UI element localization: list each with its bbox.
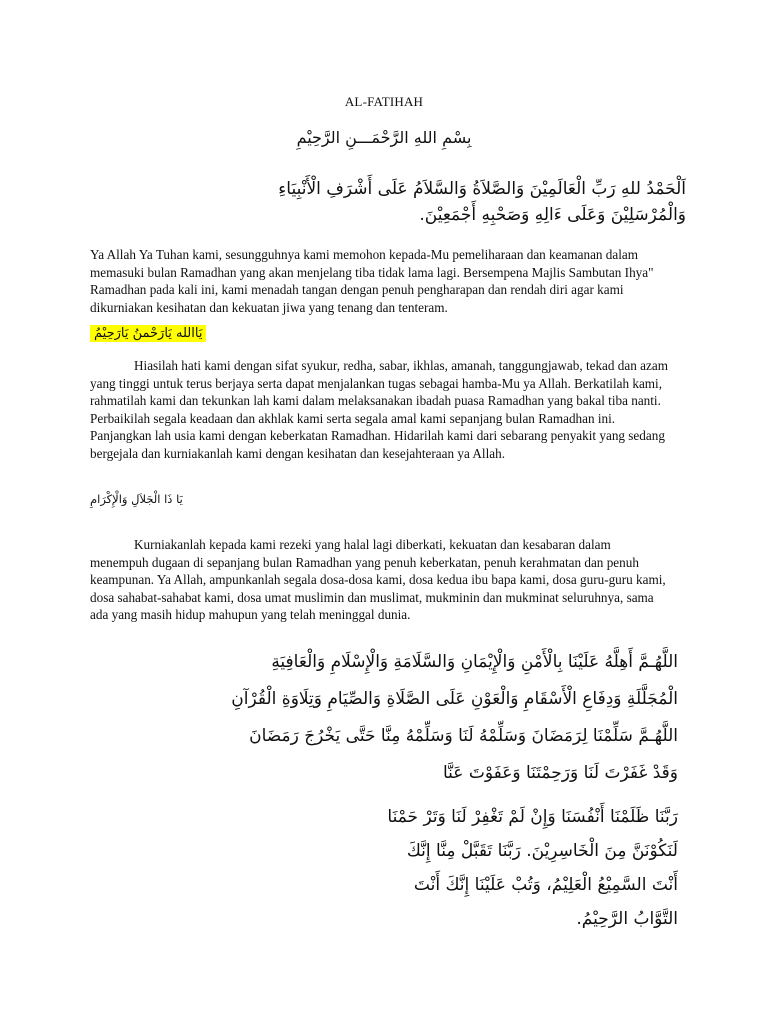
paragraph-1: Ya Allah Ya Tuhan kami, sesungguhnya kami memohon kepada-Mu pemeliharaan dan keamanan dalam memasuki bulan Ramadhan yang akan menjelang tiba tidak lama lagi. Bersempena Majlis Sambutan Ihya" Ramadhan pada kali ini, kami menadah tangan dengan penuh pengharapan dan rendah diri agar kami dikurniakan kesihatan dan kekuatan jiwa yang tenang dan tenteram. [90,247,654,315]
doa-2-block [387,800,678,936]
paragraph-2: Hiasilah hati kami dengan sifat syukur, redha, sabar, ikhlas, amanah, tanggungjawab, tekad dan azam yang tinggi untuk terus berjaya serta dapat menjalankan tugas sebagai hamba-Mu ya Allah. Berkatilah kami, rahmatilah kami dan tekunkan lah kami dalam melaksanakan ibadah puasa Ramadhan yang bakal tiba nanti. Perbaikilah segala keadaan dan akhlak kami serta segala amal kami sepanjang bulan Ramadhan ini. Panjangkan lah usia kami dengan keberkatan Ramadhan. Hidarilah kami dari sebarang penyakit yang sedang bergejala dan kurniakanlah kami dengan kesihatan dan kesejahteraan ya Allah. [90,358,668,461]
doa-1-line: اللَّهُـمَّ سَلِّمْنَا لِرَمَضَانَ وَسَلِّمْهُ لَنَا وَسَلِّمْهُ مِنَّا حَتَّى يَخْرُجَ رَمَضَانَ [249,726,678,746]
doa-2-line: لَنَكُوْنَنَّ مِنَ الْخَاسِرِيْنَ. رَبَّنَا تَقَبَّلْ مِنَّا إِنَّكَ [406,841,678,861]
hamd-line: وَالْمُرْسَلِيْنَ وَعَلَى ءَالِهِ وَصَحْبِهِ أَجْمَعِيْنَ. [419,205,686,225]
doa-1-line: وَقَدْ غَفَرْتَ لَنَا وَرَحِمْتَنَا وَعَفَوْتَ عَنَّا [442,763,678,783]
doa-2-line: أَنْتَ السَّمِيْعُ الْعَلِيْمُ، وَتُبْ عَلَيْنَا إِنَّكَ أَنْتَ [413,875,678,895]
doa-1-line: الْمُجَلَّلَةِ وَدِفَاعِ الْأَسْقَامِ وَالْعَوْنِ عَلَى الصَّلَاةِ وَالصِّيَامِ وَتِلَاوَةِ الْقُرْآنِ [231,689,678,709]
hamd-line: اَلْحَمْدُ للهِ رَبِّ الْعَالَمِيْنَ وَالصَّلاَةُ وَالسَّلاَمُ عَلَى أَشْرَفِ الْأَنْبِيَاءِ [278,179,686,199]
paragraph-3: Kurniakanlah kepada kami rezeki yang halal lagi diberkati, kekuatan dan kesabaran dalam menempuh dugaan di sepanjang bulan Ramadhan yang penuh keberkatan, penuh kerahmatan dan penuh keampunan. Ya Allah, ampunkanlah segala dosa-dosa kami, dosa kedua ibu bapa kami, dosa guru-guru kami, dosa sahabat-sahabat kami, dosa umat muslimin dan muslimat, mukminin dan mukminat seluruhnya, sama ada yang masih hidup mahupun yang telah meninggal dunia. [90,537,666,623]
hamd-block [278,176,686,228]
highlight-arabic-text: يَاالله يَارَحْمنُ يَارَحِيْمُ [90,325,206,342]
highlight-arabic-wrap [90,324,206,342]
doa-1-line: اللَّهُـمَّ أَهِلَّهُ عَلَيْنَا بِالْأَمْنِ وَالْإِيْمَانِ وَالسَّلَامَةِ وَالْإِسْلَامِ وَالْعَافِيَةِ [271,652,678,672]
doa-2-line: التَّوَّابُ الرَّحِيْمُ. [576,909,678,929]
doa-1-block [231,644,678,792]
bismillah-text: بِسْمِ اللهِ الرَّحْمَـــنِ الرَّحِيْمِ [296,128,472,147]
doa-2-line: رَبَّنَا ظَلَمْنَا أَنْفُسَنَا وَإِنْ لَمْ تَغْفِرْ لَنَا وَتَرْ حَمْنَا [387,807,678,827]
dzal-jalal-text: يَا ذَا الْجَلاَلِ وَالْإِكْرَامِ [90,492,183,506]
page-title: AL-FATIHAH [344,94,424,109]
